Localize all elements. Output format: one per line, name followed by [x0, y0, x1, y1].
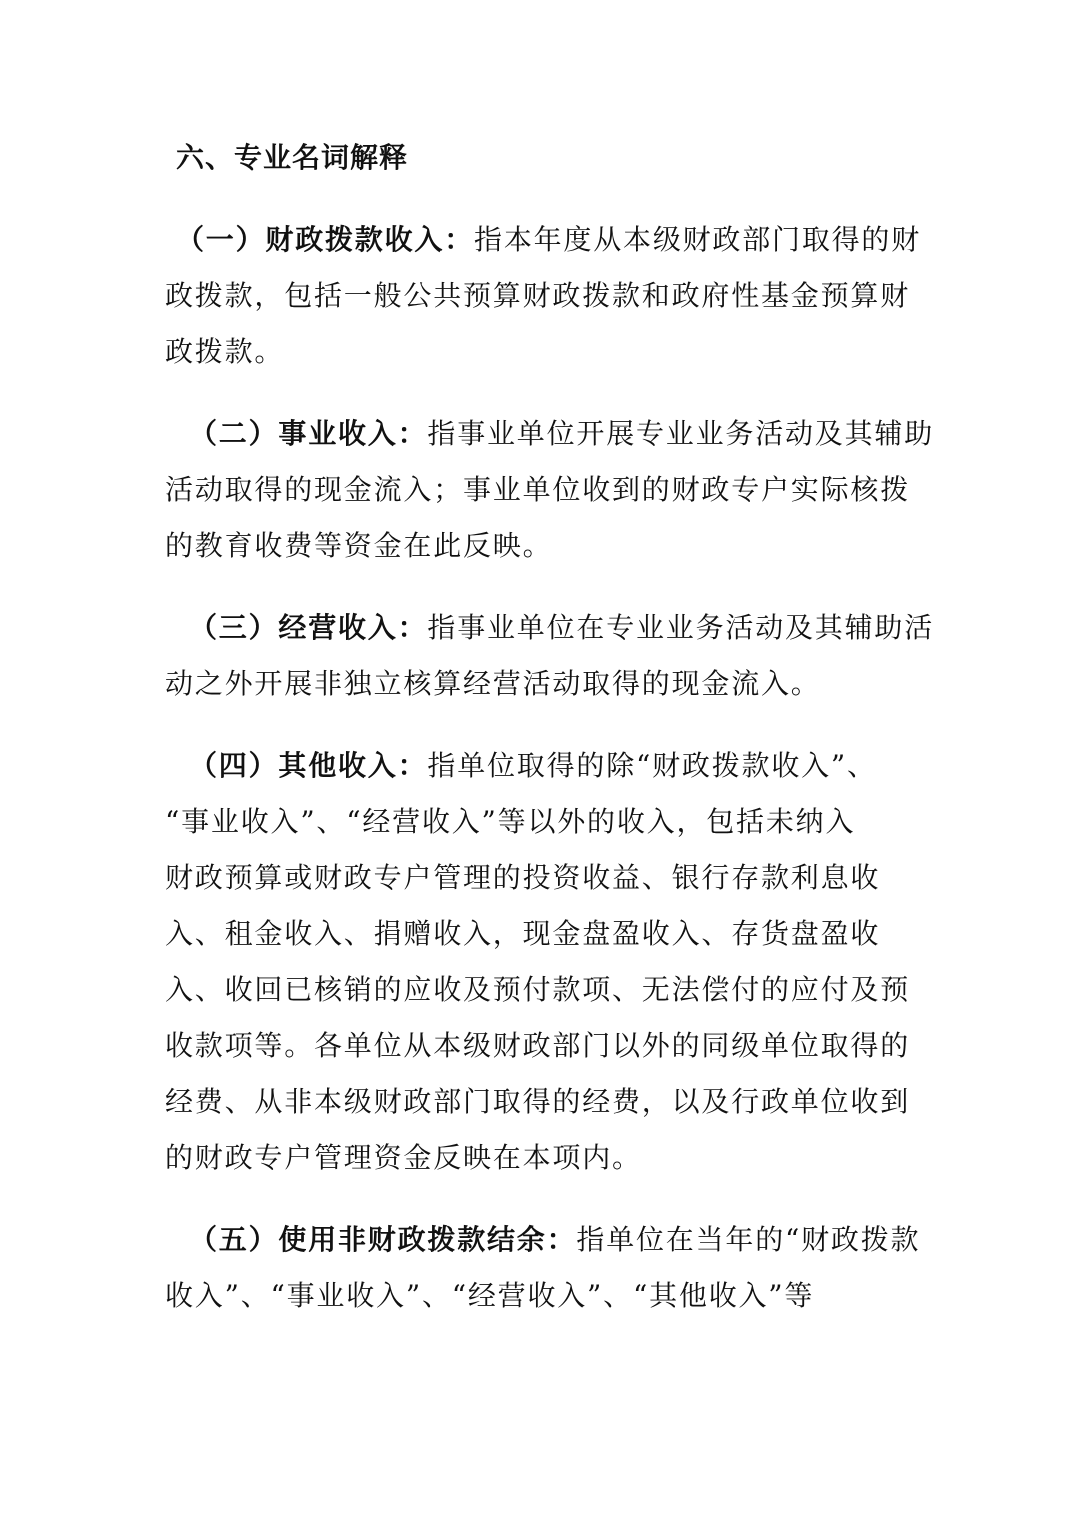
- definition-term: （五）使用非财政拨款结余：: [189, 1223, 577, 1256]
- definition-item-5: [165, 1212, 925, 1324]
- definition-line: 的教育收费等资金在此反映。: [165, 529, 553, 562]
- definition-line: 的财政专户管理资金反映在本项内。: [165, 1141, 642, 1174]
- definition-line: [165, 406, 935, 462]
- definition-term: （四）其他收入：: [189, 749, 428, 782]
- definition-line: 财政预算或财政专户管理的投资收益、银行存款利息收: [165, 861, 881, 894]
- definition-item-2: [165, 406, 935, 574]
- definition-line: [165, 600, 935, 656]
- definition-text: 指本年度从本级财政部门取得的财: [474, 223, 922, 256]
- definition-line: 动之外开展非独立核算经营活动取得的现金流入。: [165, 667, 821, 700]
- definition-line: 政拨款。: [165, 335, 285, 368]
- definition-item-1: [165, 212, 925, 380]
- definition-item-4: [165, 738, 925, 1186]
- definition-line: 政拨款，包括一般公共预算财政拨款和政府性基金预算财: [165, 279, 911, 312]
- definition-line: [165, 212, 925, 268]
- definition-line: 入、租金收入、捐赠收入，现金盘盈收入、存货盘盈收: [165, 917, 881, 950]
- definition-term: （二）事业收入：: [189, 417, 428, 450]
- definition-line: [165, 738, 925, 794]
- definition-line: 入、收回已核销的应收及预付款项、无法偿付的应付及预: [165, 973, 911, 1006]
- definition-line: 经费、从非本级财政部门取得的经费，以及行政单位收到: [165, 1085, 911, 1118]
- definition-term: （三）经营收入：: [189, 611, 428, 644]
- definition-text: 指单位取得的除“财政拨款收入”、: [427, 749, 877, 782]
- definition-text: 指单位在当年的“财政拨款: [576, 1223, 921, 1256]
- definition-line: [165, 1212, 925, 1268]
- definition-line: “事业收入”、“经营收入”等以外的收入，包括未纳入: [165, 805, 856, 838]
- section-heading: 六、专业名词解释: [176, 141, 409, 174]
- definition-line: 收款项等。各单位从本级财政部门以外的同级单位取得的: [165, 1029, 911, 1062]
- definition-term: （一）财政拨款收入：: [176, 223, 475, 256]
- definition-line: 收入”、“事业收入”、“经营收入”、“其他收入”等: [165, 1279, 815, 1312]
- definition-line: 活动取得的现金流入；事业单位收到的财政专户实际核拨: [165, 473, 911, 506]
- definition-text: 指事业单位在专业业务活动及其辅助活: [427, 611, 935, 644]
- definition-item-3: [165, 600, 935, 712]
- definition-text: 指事业单位开展专业业务活动及其辅助: [427, 417, 935, 450]
